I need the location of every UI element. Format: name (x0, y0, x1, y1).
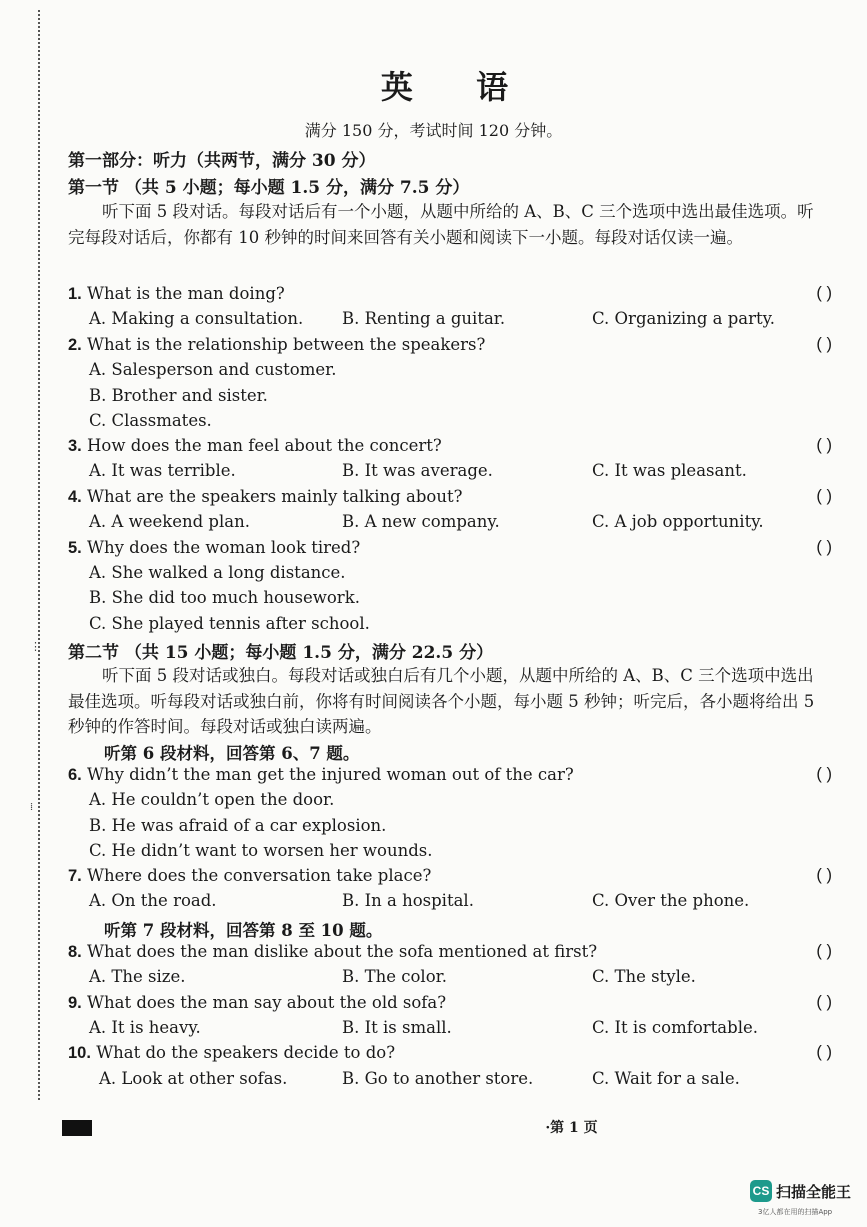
option-a: A. Making a consultation. (89, 309, 304, 328)
option-c: C. She played tennis after school. (89, 614, 370, 633)
exam-info: 满分 150 分，考试时间 120 分钟。 (304, 121, 563, 140)
question-9: 9. What does the man say about the old sofa? ( ) (68, 993, 832, 1012)
option-c: C. Classmates. (89, 411, 212, 430)
option-b: B. Brother and sister. (89, 386, 268, 405)
option-c: C. Over the phone. (592, 891, 750, 910)
scanner-logo (750, 1180, 851, 1202)
question-8: 8. What does the man dislike about the sofa mentioned at first? ( ) (68, 942, 832, 961)
option-a: A. She walked a long distance. (89, 563, 346, 582)
part1-heading: 第一部分：听力（共两节，满分 30 分） (68, 151, 376, 171)
page-number: ·第 1 页 (545, 1120, 598, 1136)
question-text: What does the man say about the old sofa? (87, 993, 447, 1012)
logo-tagline: 3亿人都在用的扫描App (758, 1208, 833, 1216)
section2-instructions: 听下面 5 段对话或独白。每段对话或独白后有几个小题，从题中所给的 A、B、C 三个选项中选出最佳选项。听每段对话或独白前，你将有时间阅读各个小题，每小题 5 秒钟；听完后，各小题将给出 5 秒钟的作答时间。每段对话或独白读两遍。 (68, 666, 815, 736)
question-6: 6. Why didn’t the man get the injured woman out of the car? ( ) (68, 765, 832, 784)
question-1: 1. What is the man doing? ( ) (68, 284, 832, 303)
answer-blank: ( ) (816, 942, 832, 960)
question-text: What are the speakers mainly talking about? (87, 487, 463, 506)
answer-blank: ( ) (816, 284, 832, 302)
option-a: A. A weekend plan. (89, 512, 250, 531)
cs-logo-icon: CS (750, 1180, 772, 1202)
question-text: Why does the woman look tired? (87, 538, 361, 557)
option-b: B. He was afraid of a car explosion. (89, 816, 387, 835)
option-a: A. He couldn’t open the door. (89, 790, 335, 809)
option-b: B. In a hospital. (342, 891, 474, 910)
option-b: B. It is small. (342, 1018, 452, 1037)
section1-heading: 第一节 （共 5 小题；每小题 1.5 分，满分 7.5 分） (68, 178, 470, 198)
option-b: B. Renting a guitar. (342, 309, 506, 328)
answer-blank: ( ) (816, 436, 832, 454)
option-a: A. It was terrible. (89, 461, 236, 480)
option-c: C. The style. (592, 967, 696, 986)
binding-line (38, 10, 44, 1100)
question-3: 3. How does the man feel about the concert? ( ) (68, 436, 832, 455)
question-text: What is the man doing? (87, 284, 285, 303)
option-b: B. She did too much housework. (89, 588, 360, 607)
section1-instructions: 听下面 5 段对话。每段对话后有一个小题，从题中所给的 A、B、C 三个选项中选出最佳选项。听完每段对话后，你都有 10 秒钟的时间来回答有关小题和阅读下一小题。每段对话仅读一遍。 (68, 202, 814, 247)
answer-blank: ( ) (816, 866, 832, 884)
question-4: 4. What are the speakers mainly talking about? ( ) (68, 487, 832, 506)
option-a: A. It is heavy. (89, 1018, 201, 1037)
option-c: C. A job opportunity. (592, 512, 764, 531)
material-7-heading: 听第 7 段材料，回答第 8 至 10 题。 (104, 921, 383, 940)
material-6-heading: 听第 6 段材料，回答第 6、7 题。 (104, 744, 360, 763)
binding-mark: ⋮ (30, 640, 41, 653)
page-title: 英 语 (380, 68, 535, 106)
question-text: What do the speakers decide to do? (96, 1043, 396, 1062)
question-text: Why didn’t the man get the injured woman out of the car? (87, 765, 574, 784)
section2-heading: 第二节 （共 15 小题；每小题 1.5 分，满分 22.5 分） (68, 643, 494, 663)
option-a: A. The size. (89, 967, 186, 986)
option-c: C. Wait for a sale. (592, 1069, 740, 1088)
answer-blank: ( ) (816, 765, 832, 783)
option-a: A. On the road. (89, 891, 217, 910)
question-5: 5. Why does the woman look tired? ( ) (68, 538, 832, 557)
answer-blank: ( ) (816, 1043, 832, 1061)
option-c: C. He didn’t want to worsen her wounds. (89, 841, 433, 860)
answer-blank: ( ) (816, 335, 832, 353)
answer-blank: ( ) (816, 538, 832, 556)
question-text: Where does the conversation take place? (87, 866, 432, 885)
option-b: B. A new company. (342, 512, 500, 531)
question-text: How does the man feel about the concert? (87, 436, 442, 455)
question-7: 7. Where does the conversation take place? ( ) (68, 866, 832, 885)
option-c: C. Organizing a party. (592, 309, 776, 328)
option-c: C. It was pleasant. (592, 461, 747, 480)
binding-mark: ⁞ (30, 800, 34, 813)
answer-blank: ( ) (816, 993, 832, 1011)
answer-blank: ( ) (816, 487, 832, 505)
question-text: What does the man dislike about the sofa mentioned at first? (87, 942, 598, 961)
option-c: C. It is comfortable. (592, 1018, 758, 1037)
logo-name: 扫描全能王 (776, 1182, 852, 1201)
question-10: 10. What do the speakers decide to do? ( ) (68, 1043, 832, 1062)
option-b: B. It was average. (342, 461, 493, 480)
option-a: A. Salesperson and customer. (89, 360, 337, 379)
option-b: B. Go to another store. (342, 1069, 534, 1088)
question-text: What is the relationship between the speakers? (87, 335, 486, 354)
question-2: 2. What is the relationship between the speakers? ( ) (68, 335, 832, 354)
option-b: B. The color. (342, 967, 447, 986)
option-a: A. Look at other sofas. (99, 1069, 288, 1088)
